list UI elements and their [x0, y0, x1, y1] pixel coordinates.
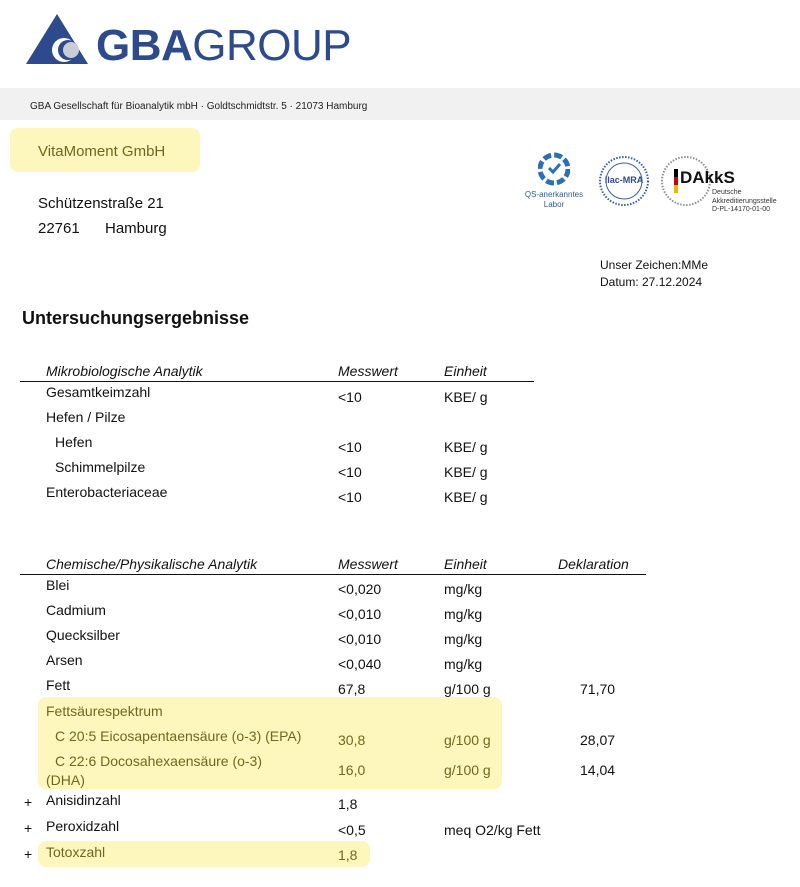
chem-row-decl: 71,70: [580, 681, 616, 697]
chem-row-name: Fettsäurespektrum: [46, 703, 163, 719]
chem-row-unit: g/100 g: [444, 732, 491, 748]
micro-row-value: <10: [338, 389, 362, 405]
reference-datum: Datum: 27.12.2024: [600, 275, 703, 289]
recipient-zip: 22761: [38, 220, 80, 237]
chem-row-name: Fett: [46, 677, 71, 693]
chem-row-mark: +: [24, 846, 33, 862]
micro-row-unit: KBE/ g: [444, 464, 488, 480]
micro-row-name: Hefen: [55, 434, 93, 450]
micro-header-analytik: Mikrobiologische Analytik: [46, 363, 203, 379]
sender-address: GBA Gesellschaft für Bioanalytik mbH · Goldtschmidtstr. 5 · 21073 Hamburg: [30, 101, 368, 112]
chem-row-name: C 20:5 Eicosapentaensäure (o-3) (EPA): [55, 728, 302, 744]
chem-row-value: 16,0: [338, 762, 366, 778]
chem-header-analytik: Chemische/Physikalische Analytik: [46, 556, 258, 572]
chem-row-name: Cadmium: [46, 602, 106, 618]
chem-header-messwert: Messwert: [338, 556, 398, 572]
recipient-city: Hamburg: [105, 220, 167, 237]
chem-row-unit: meq O2/kg Fett: [444, 822, 541, 838]
chem-row-unit: mg/kg: [444, 606, 483, 622]
micro-row-value: <10: [338, 489, 362, 505]
micro-row-unit: KBE/ g: [444, 389, 488, 405]
chem-row-value: <0,020: [338, 581, 382, 597]
reference-zeichen: Unser Zeichen:MMe: [600, 258, 709, 272]
dakks-line3: D-PL-14170-01-00: [712, 206, 770, 213]
dakks-label: DAkkS: [680, 168, 735, 187]
chem-row-mark: +: [24, 794, 33, 810]
ilac-label: ilac-MRA: [604, 175, 644, 185]
micro-row-unit: KBE/ g: [444, 439, 488, 455]
chem-header-einheit: Einheit: [444, 556, 487, 572]
micro-header-messwert: Messwert: [338, 363, 398, 379]
chem-row-name: Arsen: [46, 652, 83, 668]
chem-row-unit: g/100 g: [444, 762, 491, 778]
chem-row-name: Totoxzahl: [46, 844, 106, 860]
micro-row-value: <10: [338, 439, 362, 455]
micro-header-rule: [20, 381, 534, 382]
dakks-line2: Akkreditierungsstelle: [712, 197, 777, 205]
chem-row-name-cont: (DHA): [46, 772, 85, 788]
chem-row-unit: g/100 g: [444, 681, 491, 697]
chem-row-value: 1,8: [338, 796, 358, 812]
chem-row-value: 1,8: [338, 847, 358, 863]
qs-label-line2: Labor: [543, 200, 565, 209]
chem-row-decl: 14,04: [580, 762, 616, 778]
chem-row-value: 30,8: [338, 732, 366, 748]
chem-row-value: <0,5: [338, 822, 366, 838]
page-title: Untersuchungsergebnisse: [22, 308, 250, 328]
qs-label-line1: QS-anerkanntes: [524, 190, 584, 199]
micro-row-value: <10: [338, 464, 362, 480]
micro-header-einheit: Einheit: [444, 363, 487, 379]
chem-row-name: C 22:6 Docosahexaensäure (o-3): [55, 753, 263, 769]
chem-row-name: Anisidinzahl: [46, 792, 121, 808]
recipient-street: Schützenstraße 21: [38, 195, 164, 212]
chem-row-value: <0,010: [338, 606, 382, 622]
chem-row-value: <0,010: [338, 631, 382, 647]
chem-row-value: 67,8: [338, 681, 366, 697]
chem-header-rule: [20, 574, 646, 575]
chem-row-name: Blei: [46, 577, 70, 593]
chem-row-name: Quecksilber: [46, 627, 120, 643]
micro-row-name: Schimmelpilze: [55, 459, 146, 475]
chem-row-mark: +: [24, 820, 33, 836]
micro-row-name: Hefen / Pilze: [46, 409, 126, 425]
chem-row-value: <0,040: [338, 656, 382, 672]
company-logo: [96, 22, 351, 70]
recipient-company: VitaMoment GmbH: [38, 143, 166, 160]
dakks-details: [712, 189, 777, 215]
logo-light-text: GROUP: [192, 21, 352, 70]
logo-bold-text: GBA: [96, 21, 193, 70]
chem-row-unit: mg/kg: [444, 656, 483, 672]
micro-row-name: Gesamtkeimzahl: [46, 384, 151, 400]
chem-row-name: Peroxidzahl: [46, 818, 120, 834]
chem-row-unit: mg/kg: [444, 581, 483, 597]
chem-row-decl: 28,07: [580, 732, 616, 748]
chem-row-unit: mg/kg: [444, 631, 483, 647]
qs-label: [515, 190, 593, 210]
chem-header-deklaration: Deklaration: [558, 556, 629, 572]
micro-row-unit: KBE/ g: [444, 489, 488, 505]
micro-row-name: Enterobacteriaceae: [46, 484, 168, 500]
gba-logo-icon: [26, 14, 88, 64]
qs-seal-icon: [538, 152, 570, 186]
dakks-line1: Deutsche: [712, 189, 742, 196]
